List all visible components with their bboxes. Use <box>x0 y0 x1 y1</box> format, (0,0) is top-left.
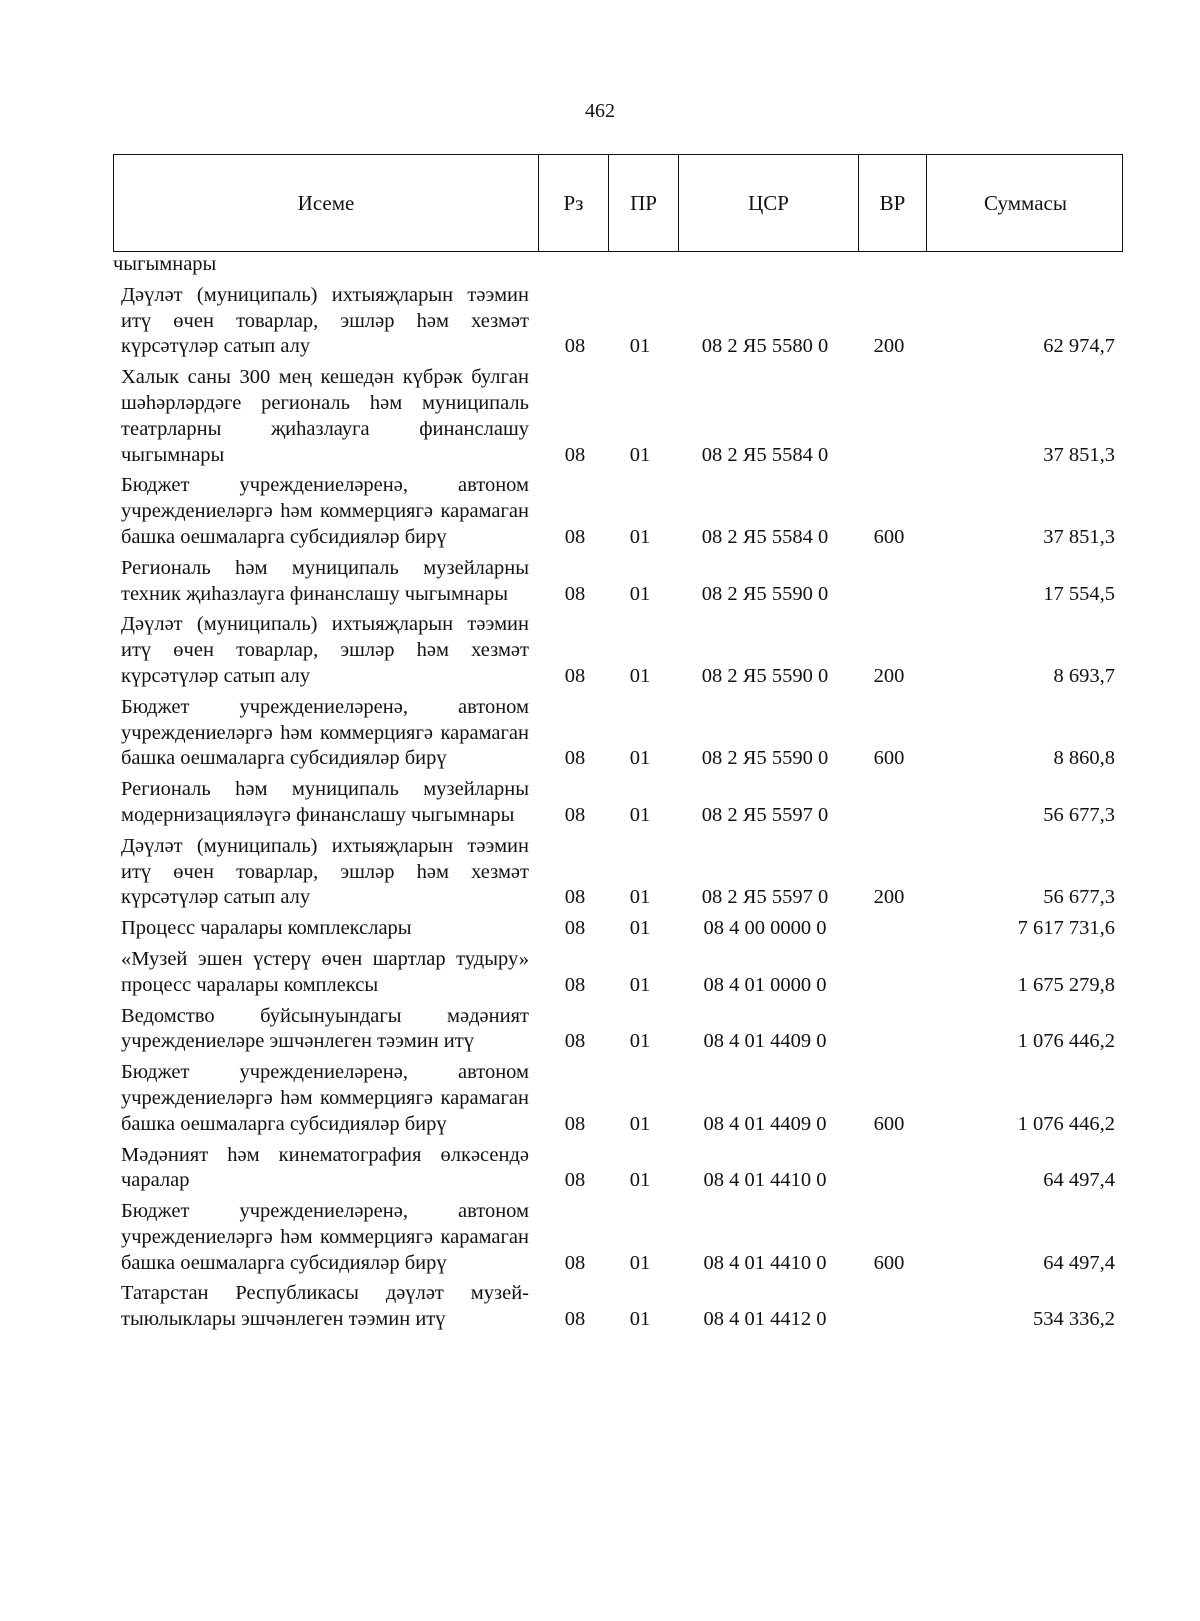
row-csr: 08 4 01 4410 0 <box>703 1251 827 1274</box>
table-row <box>113 1004 1123 1056</box>
row-vr: 200 <box>873 886 905 909</box>
table-row <box>113 283 1123 360</box>
row-csr: 08 4 01 4409 0 <box>703 1112 827 1135</box>
row-vr: 600 <box>873 1112 905 1135</box>
row-rz: 08 <box>564 1308 586 1331</box>
row-pr: 01 <box>629 1112 651 1135</box>
row-pr: 01 <box>629 443 651 466</box>
row-pr: 01 <box>629 525 651 548</box>
row-pr: 01 <box>629 1251 651 1274</box>
row-rz: 08 <box>564 1251 586 1274</box>
row-vr: 200 <box>873 664 905 687</box>
row-csr: 08 2 Я5 5580 0 <box>701 335 829 358</box>
row-pr: 01 <box>629 917 651 940</box>
row-csr: 08 4 01 4409 0 <box>703 1030 827 1053</box>
table-row <box>113 916 1123 942</box>
row-sum: 534 336,2 <box>1033 1308 1115 1331</box>
row-name: Дәүләт (муниципаль) ихтыяҗларын тәэмин итү өчен товарлар, эшләр һәм хезмәт күрсәтүләр сатып алу <box>121 613 529 687</box>
row-name: Халык саны 300 мең кешедән күбрәк булган шәһәрләрдәге региональ һәм муниципаль театрларны җиһазлауга финанслашу чыгымнары <box>121 366 529 466</box>
row-pr: 01 <box>629 335 651 358</box>
table-row <box>113 1281 1123 1333</box>
row-pr: 01 <box>629 886 651 909</box>
row-name: Мәдәният һәм кинематография өлкәсендә чаралар <box>121 1143 529 1192</box>
row-sum: 7 617 731,6 <box>1017 917 1115 940</box>
row-sum: 62 974,7 <box>1043 335 1115 358</box>
table-row <box>113 1199 1123 1276</box>
page-number: 462 <box>585 100 615 122</box>
row-name: Региональ һәм муниципаль музейларны техник җиһазлауга финанслашу чыгымнары <box>121 556 529 605</box>
row-csr: 08 4 00 0000 0 <box>703 917 827 940</box>
row-csr: 08 2 Я5 5584 0 <box>701 525 829 548</box>
row-pr: 01 <box>629 1308 651 1331</box>
row-csr: 08 2 Я5 5590 0 <box>701 747 829 770</box>
row-sum: 1 675 279,8 <box>1017 973 1115 996</box>
table-row <box>113 777 1123 829</box>
row-rz: 08 <box>564 917 586 940</box>
row-vr: 600 <box>873 525 905 548</box>
row-vr: 200 <box>873 335 905 358</box>
row-pr: 01 <box>629 803 651 826</box>
row-pr: 01 <box>629 1030 651 1053</box>
header-csr: ЦСР <box>678 155 858 251</box>
row-rz: 08 <box>564 443 586 466</box>
table-row <box>113 947 1123 999</box>
row-rz: 08 <box>564 803 586 826</box>
row-name: чыгымнары <box>113 253 217 275</box>
row-name: Татарстан Республикасы дәүләт музей-тыюлыклары эшчәнлеген тәэмин итү <box>121 1282 529 1331</box>
row-rz: 08 <box>564 582 586 605</box>
row-name: Процесс чаралары комплекслары <box>121 917 412 940</box>
row-rz: 08 <box>564 973 586 996</box>
row-sum: 8 693,7 <box>1053 664 1115 687</box>
row-name: Бюджет учреждениеләренә, автоном учреждениеләргә һәм коммерциягә карамаган башка оешмаларга субсидияләр бирү <box>121 1061 529 1135</box>
row-sum: 1 076 446,2 <box>1017 1030 1115 1053</box>
row-csr: 08 2 Я5 5597 0 <box>701 803 829 826</box>
table-row <box>113 473 1123 550</box>
row-vr: 600 <box>873 747 905 770</box>
table-body <box>113 252 1123 1333</box>
row-vr: 600 <box>873 1251 905 1274</box>
row-rz: 08 <box>564 335 586 358</box>
table-row <box>113 834 1123 911</box>
row-csr: 08 2 Я5 5590 0 <box>701 664 829 687</box>
row-csr: 08 2 Я5 5590 0 <box>701 582 829 605</box>
row-sum: 37 851,3 <box>1043 443 1115 466</box>
row-sum: 64 497,4 <box>1043 1169 1115 1192</box>
row-csr: 08 2 Я5 5597 0 <box>701 886 829 909</box>
row-name: Региональ һәм муниципаль музейларны модернизацияләүгә финанслашу чыгымнары <box>121 778 529 826</box>
row-sum: 56 677,3 <box>1043 803 1115 826</box>
row-pr: 01 <box>629 1169 651 1192</box>
header-name: Исеме <box>297 190 355 215</box>
row-rz: 08 <box>564 1169 586 1192</box>
row-pr: 01 <box>629 973 651 996</box>
row-rz: 08 <box>564 747 586 770</box>
row-sum: 56 677,3 <box>1043 886 1115 909</box>
row-name: «Музей эшен үстерү өчен шартлар тудыру» процесс чаралары комплексы <box>121 947 529 996</box>
header-vr: ВР <box>858 155 926 251</box>
header-rz: Рз <box>538 155 608 251</box>
row-rz: 08 <box>564 1112 586 1135</box>
table-header <box>113 154 1123 252</box>
header-pr: ПР <box>608 155 678 251</box>
row-name: Дәүләт (муниципаль) ихтыяҗларын тәэмин итү өчен товарлар, эшләр һәм хезмәт күрсәтүләр сатып алу <box>121 283 529 358</box>
row-sum: 8 860,8 <box>1053 747 1115 770</box>
row-name: Бюджет учреждениеләренә, автоном учреждениеләргә һәм коммерциягә карамаган башка оешмаларга субсидияләр бирү <box>121 474 529 548</box>
table-row <box>113 365 1123 468</box>
row-rz: 08 <box>564 525 586 548</box>
budget-table <box>113 154 1123 1338</box>
row-csr: 08 4 01 4412 0 <box>703 1308 827 1331</box>
table-row <box>113 556 1123 608</box>
row-csr: 08 2 Я5 5584 0 <box>701 443 829 466</box>
table-row <box>113 1143 1123 1195</box>
table-row <box>113 252 1123 278</box>
row-pr: 01 <box>629 582 651 605</box>
row-name: Ведомство буйсынуындагы мәдәният учреждениеләре эшчәнлеген тәэмин итү <box>121 1004 529 1053</box>
table-row <box>113 1060 1123 1137</box>
row-pr: 01 <box>629 747 651 770</box>
row-name: Бюджет учреждениеләренә, автоном учреждениеләргә һәм коммерциягә карамаган башка оешмаларга субсидияләр бирү <box>121 695 529 770</box>
row-name: Дәүләт (муниципаль) ихтыяҗларын тәэмин итү өчен товарлар, эшләр һәм хезмәт күрсәтүләр сатып алу <box>121 834 529 909</box>
row-csr: 08 4 01 4410 0 <box>703 1169 827 1192</box>
row-csr: 08 4 01 0000 0 <box>703 973 827 996</box>
row-sum: 37 851,3 <box>1043 525 1115 548</box>
row-pr: 01 <box>629 664 651 687</box>
row-rz: 08 <box>564 886 586 909</box>
table-row <box>113 695 1123 772</box>
row-sum: 64 497,4 <box>1043 1251 1115 1274</box>
header-sum: Суммасы <box>926 155 1124 251</box>
row-rz: 08 <box>564 664 586 687</box>
row-name: Бюджет учреждениеләренә, автоном учреждениеләргә һәм коммерциягә карамаган башка оешмаларга субсидияләр бирү <box>121 1200 529 1274</box>
row-rz: 08 <box>564 1030 586 1053</box>
row-sum: 1 076 446,2 <box>1017 1112 1115 1135</box>
row-sum: 17 554,5 <box>1043 582 1115 605</box>
table-row <box>113 612 1123 689</box>
